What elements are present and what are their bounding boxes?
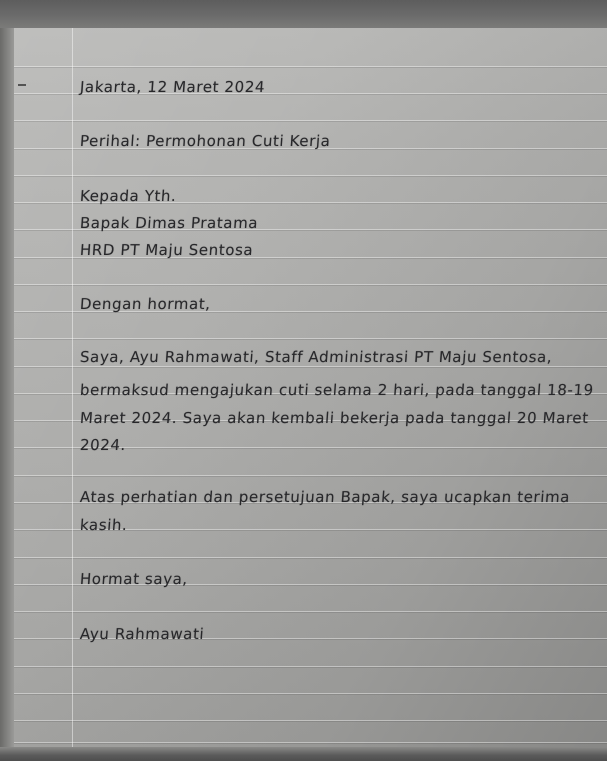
- letter-line: Saya, Ayu Rahmawati, Staff Administrasi PT Maju Sentosa,: [79, 348, 553, 366]
- letter-line: Perihal: Permohonan Cuti Kerja: [79, 132, 332, 150]
- letter-line: 2024.: [79, 436, 127, 454]
- letter-line: Maret 2024. Saya akan kembali bekerja pada tanggal 20 Maret: [79, 409, 590, 427]
- letter-line: bermaksud mengajukan cuti selama 2 hari, pada tanggal 18-19: [79, 381, 595, 399]
- letter-line: Jakarta, 12 Maret 2024: [79, 78, 266, 96]
- letter-line: Bapak Dimas Pratama: [79, 214, 259, 232]
- letter-line: HRD PT Maju Sentosa: [79, 241, 254, 259]
- letter-line: Kepada Yth.: [79, 187, 178, 205]
- letter-line: kasih.: [79, 516, 129, 534]
- letter-line: Atas perhatian dan persetujuan Bapak, saya ucapkan terima: [79, 488, 571, 506]
- letter-line: Ayu Rahmawati: [79, 625, 205, 643]
- letter-line: Dengan hormat,: [79, 295, 212, 313]
- letter-line: Hormat saya,: [79, 570, 189, 588]
